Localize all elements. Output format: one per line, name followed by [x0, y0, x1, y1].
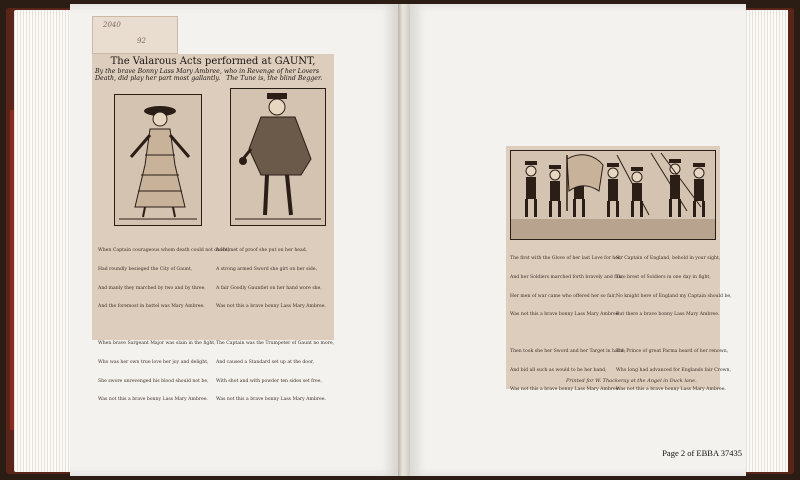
- ballad-verse-column: The first with the Glove of her last Love for her, And her Soldiers marched forth bravely and fair, Her men of war came who offered her so fair, Was not this a brave bonny Lass Mary Ambree. Then took she her Sword and her Target in hand, And bid all such as would to be her band, Was not this a brave bonny Lass Mary Ambree.: [510, 256, 626, 392]
- woodcut-man: [230, 88, 326, 226]
- slip-note: 2040: [103, 21, 121, 29]
- right-page-edges: [746, 10, 788, 472]
- page-caption: Page 2 of EBBA 37435: [662, 448, 742, 458]
- ballad-verse-column: A Helmet of proof she put on her head, A strong armed Sword she girt on her side, A fair Goodly Gauntlet on her hand wore she, Was not this a brave bonny Lass Mary Ambree. The Captain was the Trumpeter of Gaunt no more, And caused a Standard set up at the door, With shot and with powder ten sides set free, Was not this a brave bonny Lass Mary Ambree.: [216, 248, 335, 403]
- ballad-verse-column: Sir Captain of England, behold in your sight, Two brest of Soldiers in one day in fight, No knight here of England my Captain should be, But there a brave bonny Lass Mary Ambree. The Prince of great Parma heard of her renown, Who long had advanced for Englands fair Crown, Was not this a brave bonny Lass Mary Ambree.: [616, 256, 732, 392]
- ballad-title: The Valarous Acts performed at GAUNT,: [110, 56, 316, 67]
- catalog-label-slip: [92, 16, 178, 54]
- ballad-sheet-right: [506, 146, 732, 392]
- slip-note: 92: [137, 37, 146, 45]
- ballad-subtitle: By the brave Bonny Lass Mary Ambree, who in Revenge of her Lovers Death, did play her part most gallantly. The Tune is, the blind Begger.: [95, 68, 323, 82]
- left-page-edges: [14, 10, 70, 472]
- imprint-colophon: Printed for W. Thackeray at the Angel in Duck lane.: [566, 378, 697, 384]
- ballad-verse-column: When Captain courageous whom death could not daunt, Had roundly besieged the City of Gaunt, And manly they marched by two and by three, And the foremost in battel was Mary Ambree. When brave Sargeant Major was slain in the fight, Who was her own true love her joy and delight, She swore unrevenged his blood should not be, Was not this a brave bonny Lass Mary Ambree.: [98, 248, 230, 403]
- book-gutter: [398, 4, 410, 476]
- woodcut-woman: [114, 94, 202, 226]
- ballad-sheet-left: [92, 54, 335, 403]
- woodcut-soldiers: [510, 150, 716, 240]
